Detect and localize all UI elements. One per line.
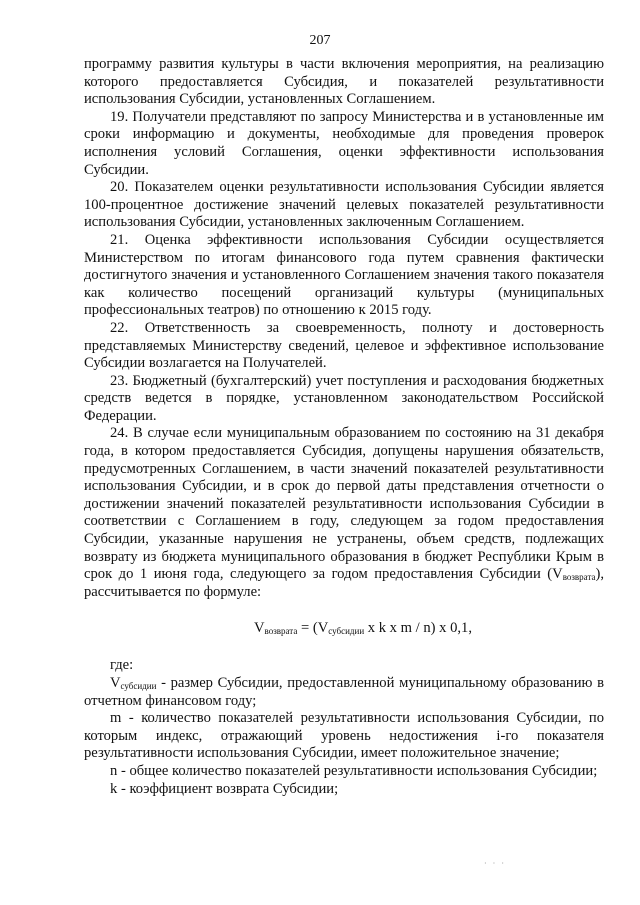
paragraph-23: 23. Бюджетный (бухгалтерский) учет поступления и расходования бюджетных средств ведется в порядке, установленном законодательством Российской Федерации. [84, 372, 604, 424]
formula-v: V [254, 620, 265, 637]
formula-v-subscript: возврата [264, 626, 298, 637]
paragraph-19: 19. Получатели представляют по запросу Министерства и в установленные им сроки информацию и документы, необходимые для проведения проверок исполнения условий Соглашения, оценки эффективности использования Субсидии. [84, 108, 604, 178]
paragraph-24-subscript: возврата [562, 572, 596, 583]
paragraph-20: 20. Показателем оценки результативности использования Субсидии является 100-процентное достижение значений целевых показателей результативности использования Субсидии, установленных заключенным Соглашением. [84, 179, 604, 231]
paragraph-intro: программу развития культуры в части включения мероприятия, на реализацию которого предоставляется Субсидия, и показателей результативности использования Субсидии, установленных Соглашением. [84, 56, 604, 108]
page-number: 207 [309, 33, 331, 48]
definition-m: m - количество показателей результативности использования Субсидии, по которым индекс, отражающий уровень недостижения i-го показателя результативности использования Субсидии, имеет положительное значение; [84, 710, 604, 762]
paragraph-22: 22. Ответственность за своевременность, полноту и достоверность представляемых Министерству сведений, целевое и эффективное использование Субсидии возлагается на Получателей. [84, 319, 604, 372]
definition-v-subscript: субсидии [120, 681, 157, 691]
definition-v-letter: V [110, 675, 121, 691]
paragraph-24-text: 24. В случае если муниципальным образованием по состоянию на 31 декабря года, в котором предоставляется Субсидия, допущены нарушения обязательств, предусмотренных Соглашением, в части значений показателей результативности использования Субсидии, и в срок до первой даты представления отчетности о достижении значений показателей результативности использования Субсидии в соответствии с Соглашением в году, следующем за годом предоставления Субсидии, указанные нарушения не устранены, объем средств, подлежащих возврату из бюджета муниципального образования в бюджет Республики Крым в срок до 1 июня года, следующего за годом предоставления Субсидии (V [84, 425, 604, 583]
formula-middle: = (V [297, 620, 329, 637]
definition-v-subsidy [84, 675, 604, 710]
document-body [84, 56, 604, 798]
paragraph-24-tail: ), рассчитывается по формуле: [84, 566, 604, 600]
paragraph-24 [84, 425, 604, 601]
refund-formula [84, 619, 604, 637]
definition-k: k - коэффициент возврата Субсидии; [110, 780, 339, 797]
formula-rest: x k x m / n) x 0,1, [364, 620, 472, 637]
definition-n: n - общее количество показателей результативности использования Субсидии; [110, 762, 598, 779]
scan-mark: · · · [484, 859, 506, 868]
where-label: где: [110, 657, 134, 674]
paragraph-21: 21. Оценка эффективности использования Субсидии осуществляется Министерством по итогам финансового года путем сравнения фактически достигнутого значения и установленного Соглашением значения такого показателя как количество посещений организаций культуры (муниципальных профессиональных театров) по отношению к 2015 году. [84, 231, 604, 319]
definition-v-text: - размер Субсидии, предоставленной муниципальному образованию в отчетном финансовом году; [84, 675, 604, 709]
formula-subsidy-subscript: субсидии [328, 626, 365, 637]
